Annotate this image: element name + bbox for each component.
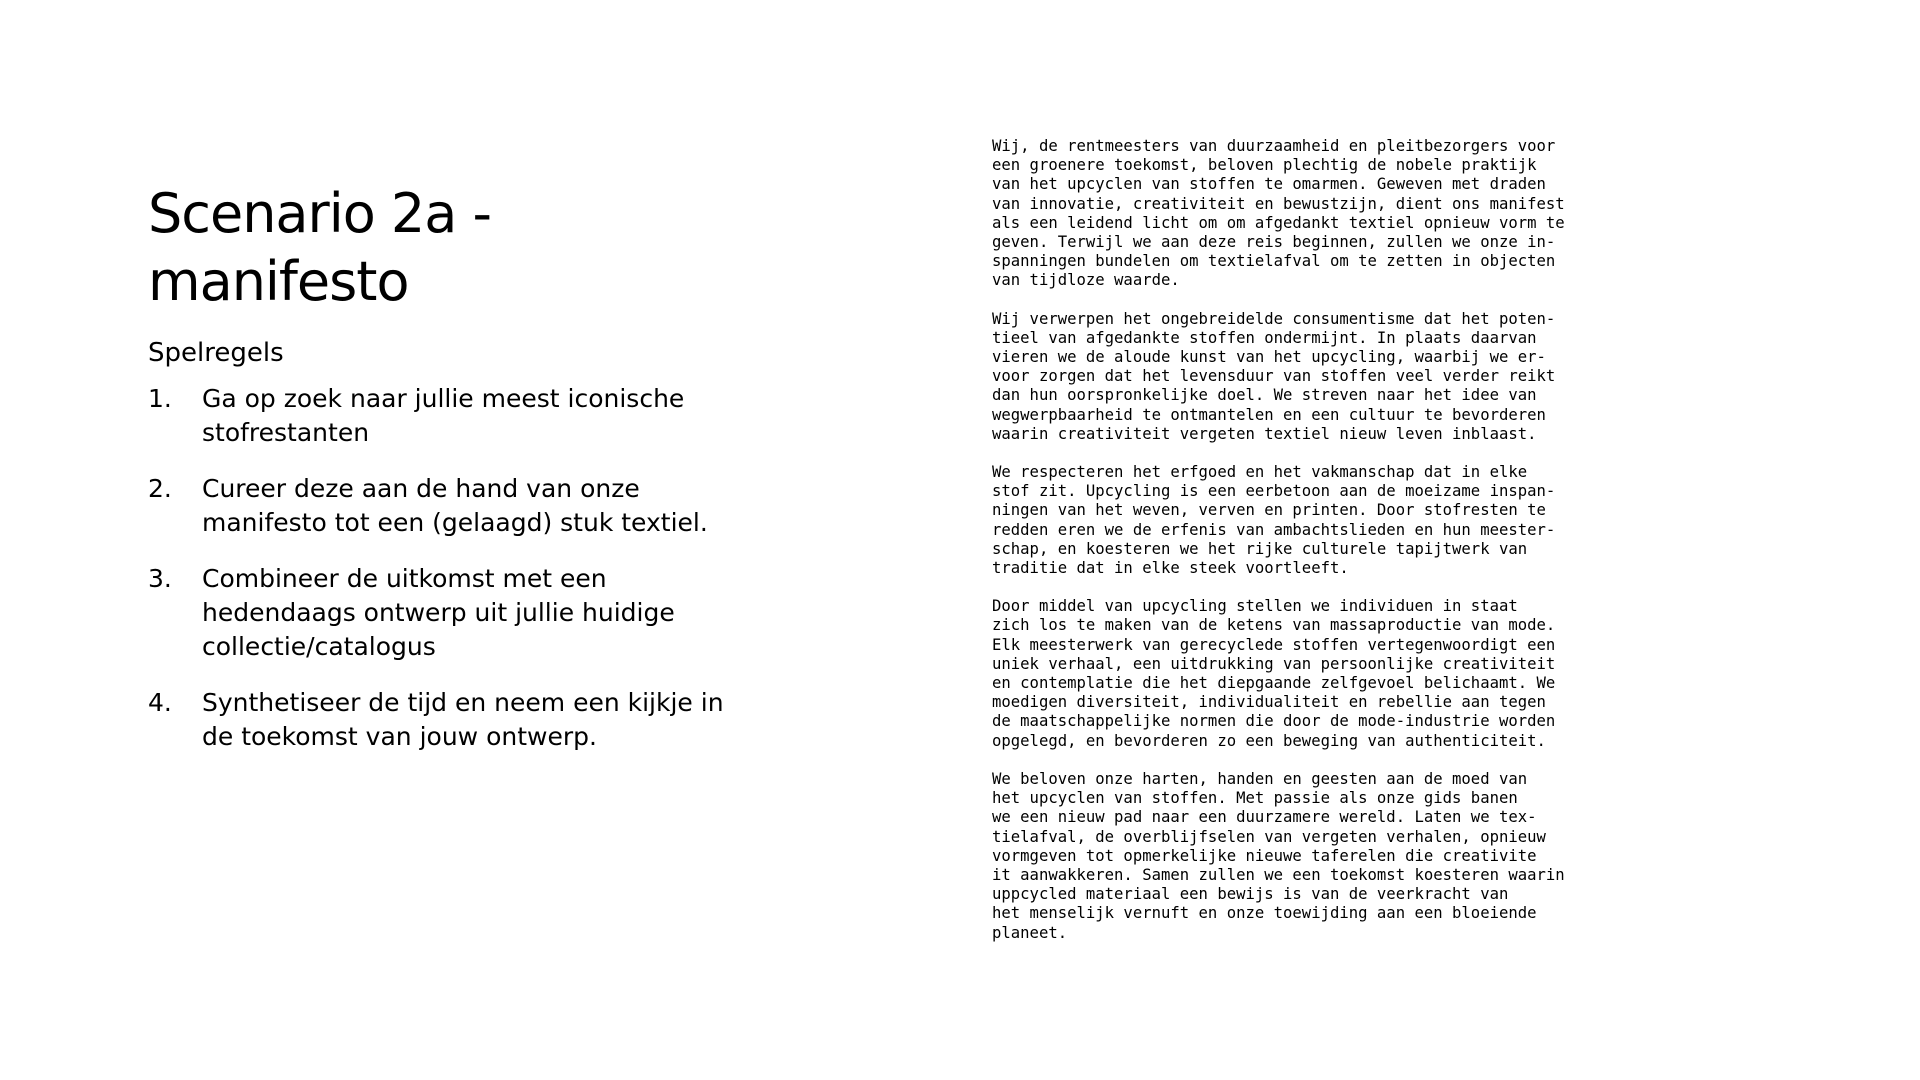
rule-text: Cureer deze aan de hand van onze manifesto tot een (gelaagd) stuk textiel. xyxy=(202,474,708,537)
manifesto-column xyxy=(992,137,1602,962)
rule-item-1 xyxy=(148,382,748,450)
slide-title xyxy=(148,180,748,316)
manifesto-paragraph-3: We respecteren het erfgoed en het vakmanschap dat in elke stof zit. Upcycling is een eerbetoon aan de moeizame inspan- ningen van het weven, verven en printen. Door stofresten te redden eren we de erfenis van ambachtslieden en hun meester- schap, en koesteren we het rijke culturele tapijtwerk van traditie dat in elke steek voortleeft. xyxy=(992,463,1556,578)
rule-item-3 xyxy=(148,562,748,664)
manifesto-paragraph-2: Wij verwerpen het ongebreidelde consumentisme dat het poten- tieel van afgedankte stoffen ondermijnt. In plaats daarvan vieren we de aloude kunst van het upcycling, waarbij we er- voor zorgen dat het levensduur van stoffen veel verder reikt dan hun oorspronkelijke doel. We streven naar het idee van wegwerpbaarheid te ontmantelen en een cultuur te bevorderen waarin creativiteit vergeten textiel nieuw leven inblaast. xyxy=(992,309,1556,443)
manifesto-paragraph-4: Door middel van upcycling stellen we individuen in staat zich los te maken van de ketens van massaproductie van mode. Elk meesterwerk van gerecyclede stoffen vertegenwoordigt een uniek verhaal, een uitdrukking van persoonlijke creativiteit en contemplatie die het diepgaande zelfgevoel belichaamt. We moedigen diversiteit, individualiteit en rebellie aan tegen de maatschappelijke normen die door de mode-industrie worden opgelegd, en bevorderen zo een beweging van authenticiteit. xyxy=(992,597,1556,750)
manifesto-paragraph-5: We beloven onze harten, handen en geesten aan de moed van het upcyclen van stoffen. Met passie als onze gids banen we een nieuw pad naar een duurzamere wereld. Laten we tex- tielafval, de overblijfselen van vergeten verhalen, opnieuw vormgeven tot opmerkelijke nieuwe taferelen die creativite it aanwakkeren. Samen zullen we een toekomst koesteren waarin uppcycled materiaal een bewijs is van de veerkracht van het menselijk vernuft en onze toewijding aan een bloeiende planeet. xyxy=(992,769,1565,942)
rule-text: Combineer de uitkomst met een hedendaags ontwerp uit jullie huidige collectie/catalogus xyxy=(202,564,675,661)
rule-item-4 xyxy=(148,686,748,754)
rule-number: 4. xyxy=(148,688,172,717)
rules-column xyxy=(148,180,748,776)
slide-subtitle: Spelregels xyxy=(148,338,284,368)
slide-title-text: Scenario 2a - manifesto xyxy=(148,182,492,313)
rule-item-2 xyxy=(148,472,748,540)
rules-list xyxy=(148,382,748,754)
rule-text: Synthetiseer de tijd en neem een kijkje in de toekomst van jouw ontwerp. xyxy=(202,688,724,751)
rule-number: 3. xyxy=(148,564,172,593)
rule-number: 2. xyxy=(148,474,172,503)
rule-number: 1. xyxy=(148,384,172,413)
rule-text: Ga op zoek naar jullie meest iconische stofrestanten xyxy=(202,384,685,447)
manifesto-paragraph-1: Wij, de rentmeesters van duurzaamheid en pleitbezorgers voor een groenere toekomst, beloven plechtig de nobele praktijk van het upcyclen van stoffen te omarmen. Geweven met draden van innovatie, creativiteit en bewustzijn, dient ons manifest als een leidend licht om om afgedankt textiel opnieuw vorm te geven. Terwijl we aan deze reis beginnen, zullen we onze in- spanningen bundelen om textielafval om te zetten in objecten van tijdloze waarde. xyxy=(992,137,1565,290)
